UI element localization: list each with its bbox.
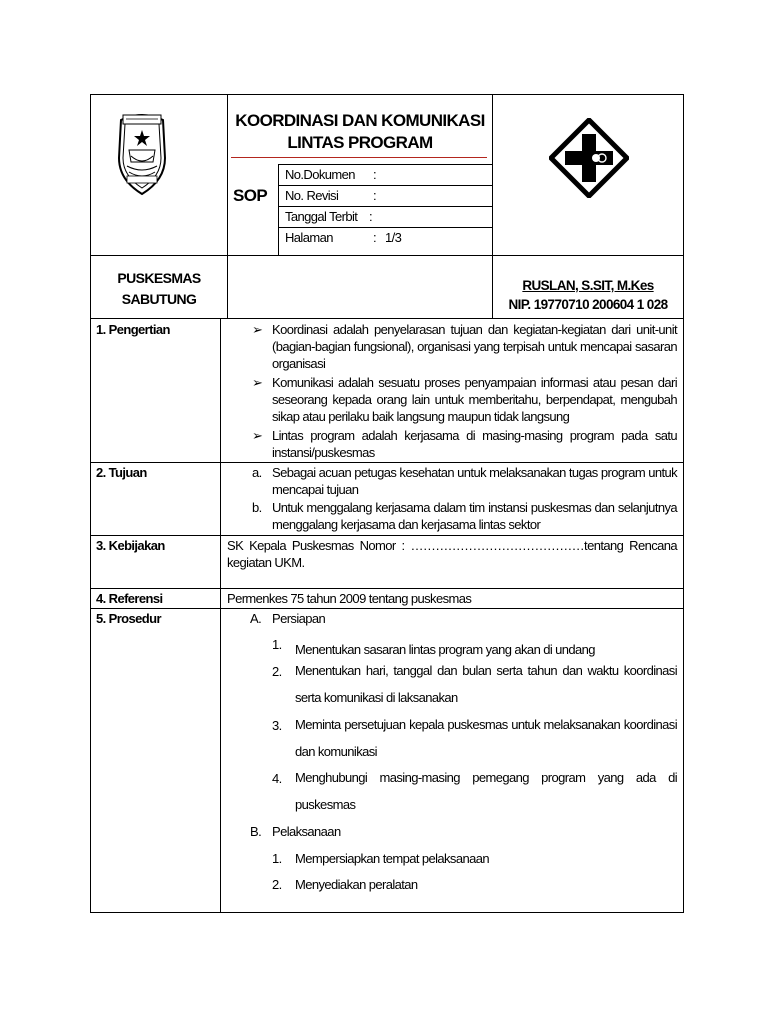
fields-top-line [278,164,492,165]
pengertian-item-3: Lintas program adalah kerjasama di masing-masing program pada satu instansi/puskesmas [272,428,677,460]
field-line-2 [278,206,492,207]
pengertian-bullet-1: ➢ [252,322,263,337]
tujuan-item-a: Sebagai acuan petugas kesehatan untuk melaksanakan tugas program untuk mencapai tujuan [272,465,677,497]
org-line-1: PUSKESMAS [117,270,201,286]
prosedur-a-step-3: Meminta persetujuan kepala puskesmas untuk melaksanakan koordinasi dan komunikasi [295,717,677,759]
org-line-2: SABUTUNG [121,291,197,307]
signer-nip: NIP. 19770710 200604 1 028 [508,297,668,312]
pengertian-item-2: Komunikasi adalah sesuatu proses penyampaian informasi atau pesan dari seseorang kepada orang lain untuk memberitahu, berpendapat, mengubah sikap atau perilaku baik langsung maupun tidak langsung [272,375,677,424]
section-label-pengertian: 1. Pengertian [96,322,170,337]
prosedur-b-step-2-num: 2. [272,877,282,892]
tujuan-item-b: Untuk menggalang kerjasama dalam tim instansi puskesmas dan selanjutnya menggalang kerjasama dan kerjasama lintas sektor [272,500,677,532]
organization-name [91,268,227,310]
prosedur-b-step-1-num: 1. [272,851,282,866]
prosedur-title-b: Pelaksanaan [272,824,341,839]
doc-field-label: Tanggal Terbit [285,209,358,224]
puskesmas-cross-logo [549,118,629,198]
header-row-line [90,255,684,256]
doc-field-no-dokumen [285,166,355,183]
section-label-kebijakan: 3. Kebijakan [96,538,165,553]
tujuan-marker-b: b. [252,500,262,515]
prosedur-a-step-3-num: 3. [272,718,282,733]
body-top-line [90,318,684,319]
row-line-referensi [90,588,684,589]
prosedur-b-step-2: Menyediakan peralatan [295,877,418,892]
prosedur-b-step-1: Mempersiapkan tempat pelaksanaan [295,851,489,866]
prosedur-a-step-1-num: 1. [272,637,282,652]
tujuan-marker-a: a. [252,465,262,480]
sop-field-divider [278,164,279,255]
prosedur-marker-a: A. [250,611,262,626]
regional-emblem-logo [115,110,169,196]
doc-field-label: No.Dokumen [285,167,355,182]
title-line-2: LINTAS PROGRAM [287,133,433,152]
prosedur-a-step-4: Menghubungi masing-masing pemegang program yang ada di puskesmas [295,770,677,812]
doc-field-sep: : [369,209,373,224]
prosedur-a-step-2: Menentukan hari, tanggal dan bulan serta tahun dan waktu koordinasi serta komunikasi di laksanakan [295,663,677,705]
doc-field-sep: : [373,230,377,245]
pengertian-bullet-2: ➢ [252,375,263,390]
prosedur-a-step-4-num: 4. [272,771,282,786]
doc-field-label: Halaman [285,230,333,245]
section-label-referensi: 4. Referensi [96,591,163,606]
signer-name: RUSLAN, S.SIT, M.Kes [522,278,654,293]
doc-field-value-halaman: 1/3 [385,230,402,245]
pengertian-bullet-3: ➢ [252,428,263,443]
field-line-3 [278,227,492,228]
section-label-prosedur: 5. Prosedur [96,611,161,626]
doc-field-label: No. Revisi [285,188,339,203]
prosedur-marker-b: B. [250,824,262,839]
document-title [228,110,492,154]
prosedur-title-a: Persiapan [272,611,326,626]
kebijakan-text: SK Kepala Puskesmas Nomor : ……………………………………tentang Rencana kegiatan UKM. [227,538,677,570]
doc-field-sep: : [373,188,377,203]
referensi-text: Permenkes 75 tahun 2009 tentang puskesmas [227,591,472,606]
title-line-1: KOORDINASI DAN KOMUNIKASI [235,111,485,130]
row-line-tujuan [90,462,684,463]
body-label-divider [220,318,221,913]
field-line-1 [278,185,492,186]
doc-field-no-revisi [285,187,338,204]
row-line-prosedur [90,608,684,609]
pengertian-item-1: Koordinasi adalah penyelarasan tujuan dan kegiatan-kegiatan dari unit-unit (bagian-bagian fungsional), organisasi yang terpisah untuk mencapai sasaran organisasi [272,322,677,371]
row-line-kebijakan [90,535,684,536]
prosedur-a-step-1: Menentukan sasaran lintas program yang akan di undang [295,642,595,657]
sop-label: SOP [233,186,268,205]
doc-field-sep: : [373,167,377,182]
title-underline [231,157,487,158]
prosedur-a-step-2-num: 2. [272,664,282,679]
section-label-tujuan: 2. Tujuan [96,465,147,480]
doc-field-tanggal-terbit [285,208,357,225]
doc-field-halaman [285,229,333,246]
signer-block [493,276,683,314]
